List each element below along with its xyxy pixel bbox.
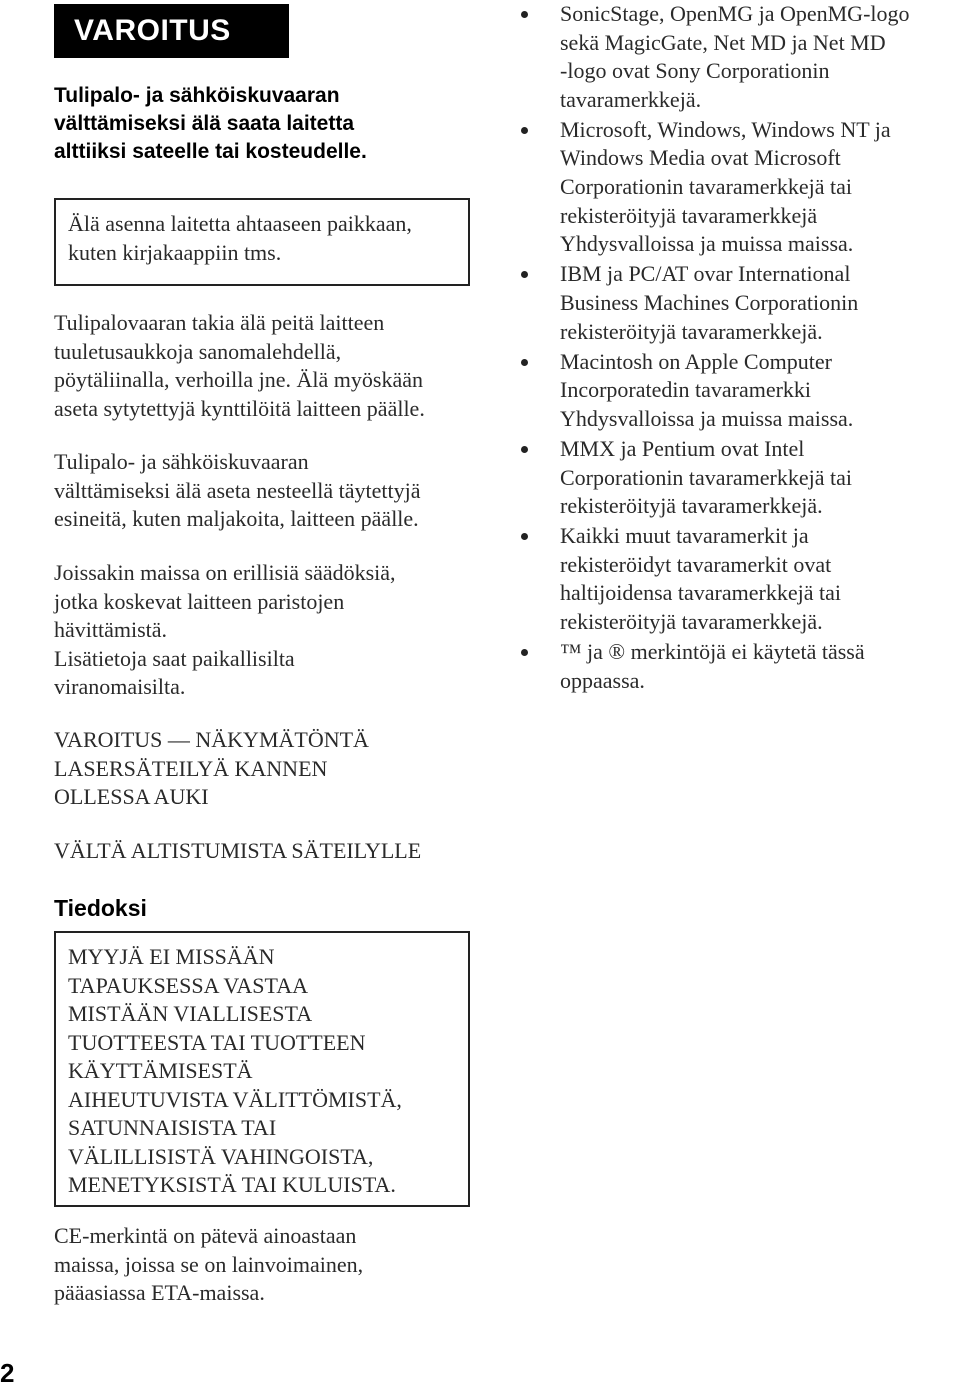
text-line: rekisteröityjä tavaramerkkejä. — [560, 318, 823, 344]
text-line: kuten kirjakaappiin tms. — [68, 239, 282, 265]
text-line: Corporationin tavaramerkkejä tai — [560, 464, 852, 490]
text-line: rekisteröityjä tavaramerkkejä. — [560, 608, 823, 634]
text-line: -logo ovat Sony Corporationin — [560, 58, 830, 84]
list-item — [514, 522, 910, 636]
list-item — [514, 638, 910, 695]
text-line: Tulipalo- ja sähköiskuvaaran — [54, 449, 309, 474]
bullet-icon — [521, 446, 528, 453]
bullet-icon — [521, 649, 528, 656]
text-line: VÄLILLISISTÄ VAHINGOISTA, — [68, 1143, 374, 1169]
text-line: ™ ja ® merkintöjä ei käytetä tässä — [560, 639, 865, 665]
text-line: pääasiassa ETA-maissa. — [54, 1280, 265, 1305]
text-line: Älä asenna laitetta ahtaaseen paikkaan, — [68, 211, 412, 236]
warning-heading: VAROITUS — [54, 4, 289, 58]
text-line: LASERSÄTEILYÄ KANNEN — [54, 755, 328, 781]
text-line: aseta sytytettyjä kynttilöitä laitteen päälle. — [54, 395, 425, 421]
list-item — [514, 348, 910, 434]
text-line: IBM ja PC/AT ovar International — [560, 261, 851, 287]
text-line: Business Machines Corporationin — [560, 289, 859, 315]
text-line: rekisteröityjä tavaramerkkejä — [560, 202, 818, 228]
bullet-icon — [521, 11, 528, 18]
text-line: MISTÄÄN VIALLISESTA — [68, 1001, 313, 1026]
radiation-exposure-warning: VÄLTÄ ALTISTUMISTA SÄTEILYLLE — [54, 838, 422, 863]
battery-disposal-notice — [54, 559, 396, 702]
list-item — [514, 260, 910, 346]
text-line: CE-merkintä on pätevä ainoastaan — [54, 1223, 357, 1248]
text-line: SATUNNAISISTA TAI — [68, 1115, 277, 1140]
fire-shock-bold-notice — [54, 82, 367, 166]
list-item — [514, 435, 910, 521]
text-line: AIHEUTUVISTA VÄLITTÖMISTÄ, — [68, 1086, 402, 1112]
text-line: viranomaisilta. — [54, 674, 186, 699]
notice-heading: Tiedoksi — [54, 895, 147, 921]
text-line: rekisteröityjä tavaramerkkejä. — [560, 493, 823, 519]
text-line: Lisätietoja saat paikallisilta — [54, 645, 295, 671]
text-line: tuuletusaukkoja sanomalehdellä, — [54, 338, 342, 364]
text-line: Tulipalo- ja sähköiskuvaaran — [54, 84, 340, 107]
text-line: alttiiksi sateelle tai kosteudelle. — [54, 140, 367, 163]
page-number: 2 — [0, 1358, 15, 1388]
text-line: MMX ja Pentium ovat Intel — [560, 435, 805, 461]
text-line: haltijoidensa tavaramerkkejä tai — [560, 580, 841, 606]
text-line: hävittämistä. — [54, 617, 168, 642]
text-line: Yhdysvalloissa ja muissa maissa. — [560, 231, 854, 257]
text-line: TUOTTEESTA TAI TUOTTEEN — [68, 1029, 366, 1055]
text-line: TAPAUKSESSA VASTAA — [68, 972, 308, 998]
laser-warning — [54, 726, 369, 812]
text-line: Incorporatedin tavaramerkki — [560, 377, 812, 403]
text-line: jotka koskevat laitteen paristojen — [54, 588, 345, 614]
text-line: SonicStage, OpenMG ja OpenMG-logo — [560, 1, 910, 26]
bullet-icon — [521, 533, 528, 540]
text-line: Joissakin maissa on erillisiä säädöksiä, — [54, 560, 396, 585]
text-line: välttämiseksi älä aseta nesteellä täytettyjä — [54, 477, 421, 503]
bullet-icon — [521, 271, 528, 278]
list-item — [514, 116, 910, 259]
text-line: MENETYKSISTÄ TAI KULUISTA. — [68, 1172, 396, 1197]
bullet-icon — [521, 359, 528, 366]
installation-notice-box — [54, 198, 470, 286]
text-line: Kaikki muut tavaramerkit ja — [560, 523, 809, 549]
text-line: VAROITUS — NÄKYMÄTÖNTÄ — [54, 727, 369, 752]
liquid-warning — [54, 448, 421, 534]
text-line: Corporationin tavaramerkkejä tai — [560, 174, 852, 200]
text-line: pöytäliinalla, verhoilla jne. Älä myöskään — [54, 367, 424, 392]
text-line: Tulipalovaaran takia älä peitä laitteen — [54, 310, 385, 335]
trademark-list — [514, 0, 910, 697]
text-line: välttämiseksi älä saata laitetta — [54, 112, 355, 135]
text-line: KÄYTTÄMISESTÄ — [68, 1058, 253, 1083]
text-line: Yhdysvalloissa ja muissa maissa. — [560, 405, 854, 431]
text-line: sekä MagicGate, Net MD ja Net MD — [560, 29, 886, 55]
ce-marking-notice — [54, 1222, 363, 1308]
text-line: esineitä, kuten maljakoita, laitteen päälle. — [54, 506, 419, 531]
seller-disclaimer-box — [54, 931, 470, 1207]
list-item — [514, 0, 910, 114]
bullet-icon — [521, 127, 528, 134]
text-line: Macintosh on Apple Computer — [560, 348, 832, 374]
text-line: rekisteröidyt tavaramerkit ovat — [560, 551, 832, 577]
text-line: Windows Media ovat Microsoft — [560, 145, 841, 171]
text-line: OLLESSA AUKI — [54, 784, 209, 809]
text-line: maissa, joissa se on lainvoimainen, — [54, 1251, 364, 1277]
text-line: tavaramerkkejä. — [560, 86, 702, 112]
text-line: oppaassa. — [560, 667, 645, 693]
text-line: MYYJÄ EI MISSÄÄN — [68, 944, 275, 969]
text-line: Microsoft, Windows, Windows NT ja — [560, 116, 891, 142]
ventilation-warning — [54, 309, 425, 423]
